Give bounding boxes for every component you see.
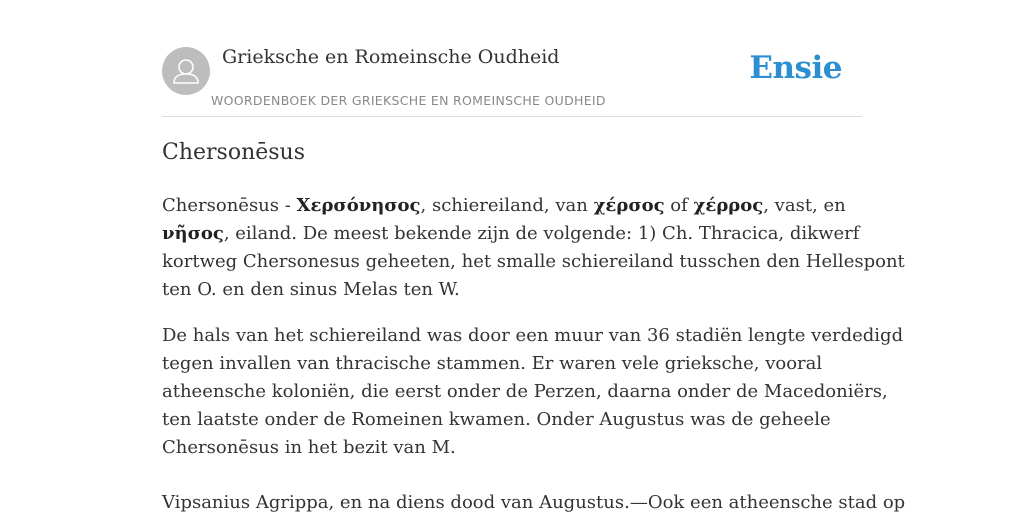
paragraph-1-line-1: [162, 192, 862, 220]
text-fragment: , eiland. De meest bekende zijn de volgende: 1) Ch. Thracica, dikwerf: [223, 223, 860, 244]
paragraph-2-line-2: tegen invallen van thracische stammen. Er waren vele grieksche, vooral: [162, 353, 823, 374]
paragraph-1: [162, 192, 905, 304]
entry-title: Chersonēsus: [162, 140, 306, 165]
text-fragment: , vast, en: [763, 195, 846, 216]
source-avatar[interactable]: [162, 47, 210, 95]
paragraph-2-line-3: atheensche koloniën, die eerst onder de Perzen, daarna onder de Macedoniërs,: [162, 381, 888, 402]
greek-term: χέρσος: [593, 195, 665, 216]
paragraph-3: [162, 489, 906, 512]
text-fragment: Chersonēsus -: [162, 195, 297, 216]
source-subtitle: WOORDENBOEK DER GRIEKSCHE EN ROMEINSCHE OUDHEID: [211, 93, 606, 108]
paragraph-1-line-3: kortweg Chersonesus geheeten, het smalle schiereiland tusschen den Hellespont: [162, 251, 905, 272]
paragraph-2-line-4: ten laatste onder de Romeinen kwamen. Onder Augustus was de geheele: [162, 409, 831, 430]
text-fragment: of: [664, 195, 694, 216]
paragraph-2-line-5: Chersonēsus in het bezit van M.: [162, 437, 456, 458]
greek-term: Χερσόνησος: [296, 195, 421, 216]
paragraph-2: [162, 322, 904, 462]
paragraph-2-line-1: De hals van het schiereiland was door een muur van 36 stadiën lengte verdedigd: [162, 325, 904, 346]
greek-term: νῆσος: [162, 223, 224, 244]
greek-term: χέρρος: [693, 195, 764, 216]
paragraph-3-line-1: Vipsanius Agrippa, en na diens dood van Augustus.—Ook een atheensche stad op: [162, 492, 906, 512]
text-fragment: , schiereiland, van: [420, 195, 594, 216]
user-icon: [162, 47, 210, 95]
ensie-logo[interactable]: Ensie: [749, 50, 842, 86]
source-title-link[interactable]: Grieksche en Romeinsche Oudheid: [222, 46, 560, 68]
source-header: [162, 0, 862, 117]
entry-body: [162, 192, 906, 512]
paragraph-1-line-4: ten O. en den sinus Melas ten W.: [162, 279, 460, 300]
paragraph-1-line-2: [162, 220, 862, 248]
